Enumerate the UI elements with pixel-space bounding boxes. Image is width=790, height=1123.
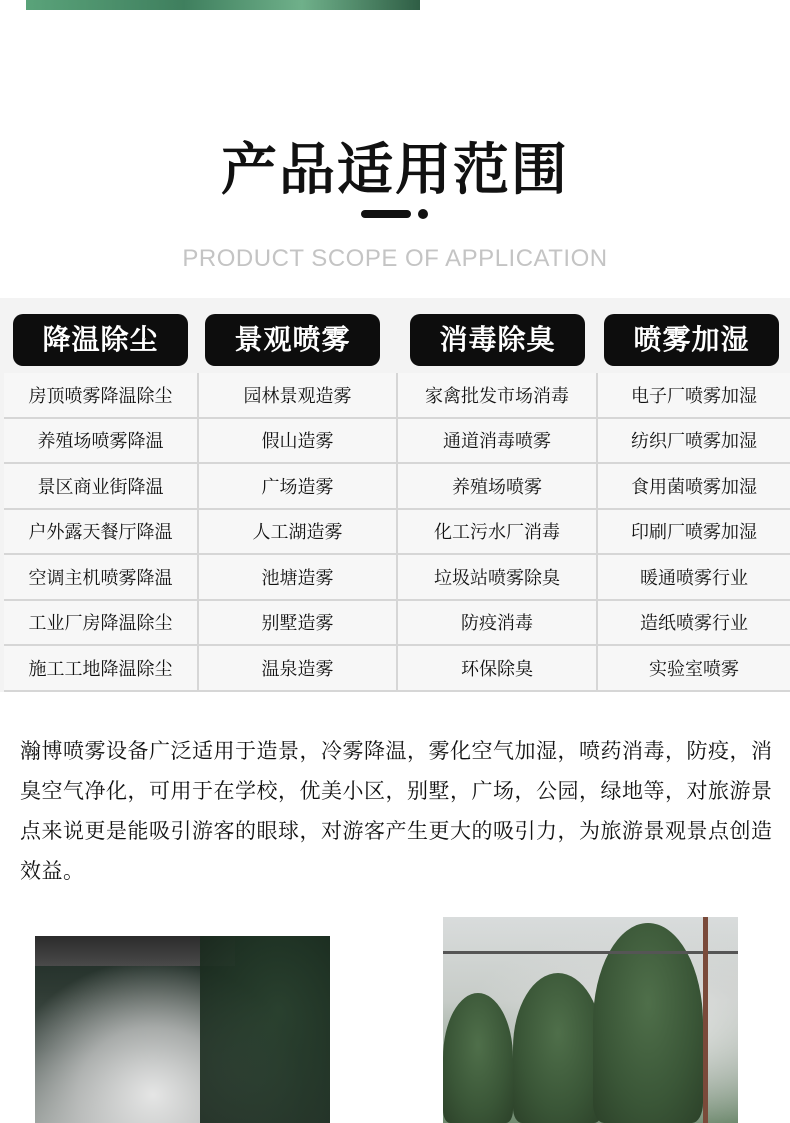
heading-dot-decoration	[418, 209, 428, 219]
tree-shape	[513, 973, 603, 1123]
table-cell: 暖通喷雾行业	[598, 555, 790, 601]
spray-pipe	[443, 951, 738, 954]
category-landscape-mist: 景观喷雾	[205, 314, 380, 366]
heading-dash-decoration	[361, 210, 411, 218]
table-cell: 温泉造雾	[199, 646, 398, 692]
table-cell: 家禽批发市场消毒	[398, 373, 598, 419]
table-cell: 垃圾站喷雾除臭	[398, 555, 598, 601]
table-cell: 别墅造雾	[199, 601, 398, 647]
table-cell: 电子厂喷雾加湿	[598, 373, 790, 419]
scope-table	[4, 373, 790, 692]
category-cooling-dust: 降温除尘	[13, 314, 188, 366]
section-heading: 产品适用范围	[221, 138, 569, 203]
top-photo-strip	[26, 0, 420, 10]
category-disinfection-deodorize: 消毒除臭	[410, 314, 585, 366]
table-cell: 人工湖造雾	[199, 510, 398, 556]
table-cell: 空调主机喷雾降温	[4, 555, 199, 601]
table-cell: 通道消毒喷雾	[398, 419, 598, 465]
section-subtitle: PRODUCT SCOPE OF APPLICATION	[182, 245, 608, 272]
category-humidification: 喷雾加湿	[604, 314, 779, 366]
table-cell: 房顶喷雾降温除尘	[4, 373, 199, 419]
tree-shape	[443, 993, 513, 1123]
table-cell: 造纸喷雾行业	[598, 601, 790, 647]
table-cell: 化工污水厂消毒	[398, 510, 598, 556]
table-cell: 纺织厂喷雾加湿	[598, 419, 790, 465]
support-pole	[703, 917, 708, 1123]
table-cell: 印刷厂喷雾加湿	[598, 510, 790, 556]
table-cell: 养殖场喷雾降温	[4, 419, 199, 465]
table-cell: 养殖场喷雾	[398, 464, 598, 510]
trees-shape	[200, 936, 330, 1123]
table-cell: 食用菌喷雾加湿	[598, 464, 790, 510]
table-cell: 园林景观造雾	[199, 373, 398, 419]
table-cell: 实验室喷雾	[598, 646, 790, 692]
mist-photo-pavilion	[35, 936, 330, 1123]
table-cell: 户外露天餐厅降温	[4, 510, 199, 556]
table-cell: 景区商业街降温	[4, 464, 199, 510]
description-paragraph: 瀚博喷雾设备广泛适用于造景，冷雾降温，雾化空气加湿，喷药消毒，防疫，消臭空气净化，可用于在学校，优美小区，别墅，广场，公园，绿地等，对旅游景点来说更是能吸引游客的眼球，对游客产生更大的吸引力，为旅游景观景点创造效益。	[20, 739, 773, 883]
table-cell: 池塘造雾	[199, 555, 398, 601]
table-cell: 工业厂房降温除尘	[4, 601, 199, 647]
table-cell: 假山造雾	[199, 419, 398, 465]
table-cell: 防疫消毒	[398, 601, 598, 647]
table-cell: 环保除臭	[398, 646, 598, 692]
table-cell: 施工工地降温除尘	[4, 646, 199, 692]
mist-photo-trees	[443, 917, 738, 1123]
table-cell: 广场造雾	[199, 464, 398, 510]
